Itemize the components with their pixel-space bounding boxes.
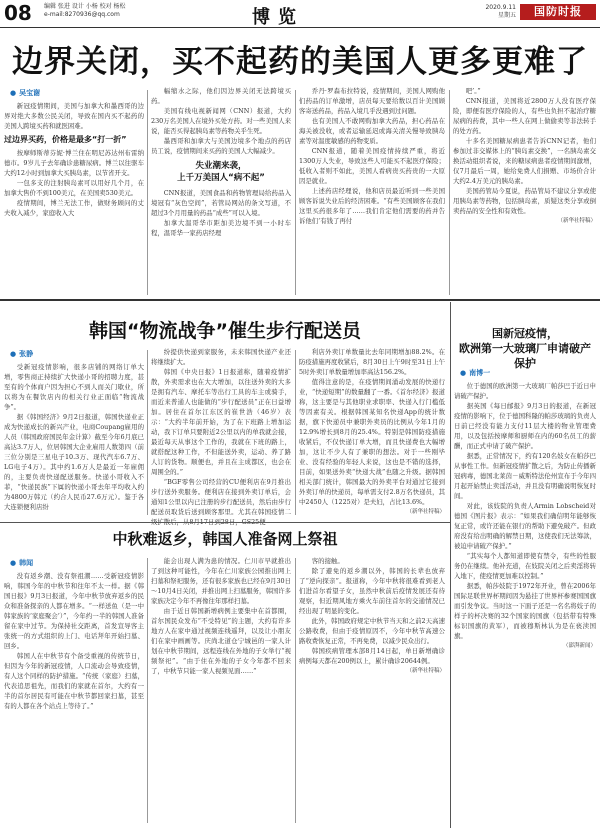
issue-weekday: 星期五 [497, 12, 516, 19]
story1-subheading-2: 失业潮来袭， 上千万美国人“病不起” [177, 161, 265, 183]
story4-byline: ● 韩闻 [10, 558, 144, 568]
story4-column-3 [299, 556, 445, 826]
editor-names: 编辑 张进 设计 小杨 校对 杨松 [44, 3, 126, 10]
story2-paragraph: “BGF零售公司经营的CU便利店在9月推出步行送外卖服务。便利店在接到外卖订单后，会通知1公里以内已注册的步行配送员，然后由步行配送员取货后送到顾客那里。尤其在韩国疫情二级扩散后，从8月17日到28日，GS25便 [151, 478, 291, 526]
story1-paragraph: 也有美国人不敢网购加拿大药品，担心药品在海关被没收，或者运输延迟或海关清关慢导致胰岛素等对温度敏感的药物变质。 [299, 117, 445, 145]
story-separator [0, 522, 450, 523]
story1-paragraph: 疫情期间，博兰无法工作，做财务顾问的丈夫收入减少，家庭收入大 [4, 199, 144, 217]
story1-paragraph: 乔丹·罗森布拉特说，疫情期间，美国人网购他们药品的订单激增，店员每天要给数以百计美国顾客寄送药品，药品入境几乎没遇到过问题。 [299, 87, 445, 115]
story1-headline: 边界关闭，买不起药的美国人更多更难了 [12, 44, 588, 80]
story3-source: （澎湃新闻） [562, 643, 596, 649]
column-divider [295, 558, 296, 823]
story1-paragraph: 十多名美国糖尿病患者告诉CNN记者，他们参加过非交媒体上的“胰岛素交换”，一名胰岛素交换活动组织者说，来的糖尿病患者疫情期间激增，仅7月最后一周，她给免费人们捐赠、市场价合计大约2.4万美元的胰岛素。 [453, 137, 596, 185]
story1-paragraph: 一包多支的注射胰岛素可以用好几个月，在加拿大售价不到100美元，在美国卖530美元。 [4, 179, 144, 197]
story-separator [0, 299, 600, 301]
story3-paragraph: 位于德国的欧洲第一大玻璃厂帕莎巴于近日申请破产保护。 [454, 382, 596, 400]
page-header [0, 0, 600, 26]
editor-credits [44, 3, 224, 19]
story4-paragraph: 韩国疾病管理本部8月14日起，单日新增确诊病例每天都在200例以上，累计确诊20644例。 [299, 647, 445, 665]
story2-paragraph: 纷提供快递到家服务，未来韩国快递产业还将继续扩大。 [151, 348, 291, 366]
story2-paragraph: 韩国《中央日报》1日报道称，随着疫情扩散，外卖需求也在大大增加，以往送外卖的大多是拥有汽车、摩托车等出行工具的车主或骑手，而近来普通人也能做的“步行配送员”正在日益增加。居住在首尔江东区的崔世浩（46岁）表示：“大约半年前开始，为了在下班路上增加运动，我下订单只要附近2公里以内的单我就会接，最近每天从事这个工作的，我就在下班的路上，就搭配这种工作，不但能送外卖，运动、养了路人订的货物。顺便也，并且在主成都区，也会在周围全的。” [151, 368, 291, 476]
story1-paragraph: 上述药店经理说，他和店员最近听到一些美国顾客诉说失业后的经济困难。“有些美国顾客在我们这里买药很多年了……我们肯定他们需要的药并告诉他们‘有钱了再付 [299, 187, 445, 225]
story4-column-2 [151, 556, 291, 826]
story3-headline [454, 326, 596, 371]
section-title: 博览 [252, 7, 304, 28]
story1-subheading: 过边界买药，价格是最多“打一折” [4, 135, 127, 144]
story1-paragraph: CNN报道，随着美国疫情持续严重，将近1300万人失业，导致这些人可能买不起医疗保险；低收入者则不如此，美国人看病贵买药贵的一大原因是就业。 [299, 147, 445, 185]
story1-paragraph: 新冠疫情期间，美国与加拿大和墨西哥的边界对绝大多数公民关闭，导致在国内买不起药的美国人跨境买药和就医困难。 [4, 102, 144, 130]
story3-headline-line2: 欧洲第一大玻璃厂申请破产保护 [459, 342, 591, 370]
column-divider [449, 90, 450, 295]
story1-paragraph: 按摩师斯蒂芬妮·博兰住在明尼苏达州布雷纳德市。9岁儿子去年确诊患糖尿病。博兰以往驱车大约12小时到加拿大买胰岛素，以节省开支。 [4, 149, 144, 177]
story1-column-2 [151, 86, 291, 296]
story1-paragraph: 墨西哥和加拿大与美国边境多个地点的药店员工说，疫情期间来买药的美国人大幅减少。 [151, 137, 291, 155]
story1-paragraph: 加拿大温哥华市距加美边境不到一小时车程，温哥华一家药店经理 [151, 219, 291, 237]
story1-byline: ● 吴宝谢 [10, 88, 144, 98]
story3-column [454, 366, 596, 826]
issue-date [462, 4, 516, 20]
editor-email: e-mail:8270936@qq.com [44, 11, 120, 18]
story3-paragraph: “其实每个人都知道即使有禁令，有些的性服务仍在继续。他补充道，在妓院关闭之后卖淫将转入地下，使疫情更加难以控制。” [454, 552, 596, 580]
story2-column-3 [299, 347, 445, 517]
story3-paragraph: 据悉，帕莎妓院于1972年开业，曾在2006年国际足联世界杯期间因为悬挂了世界杯参赛国国旗而引发争议。当时这一下面子还是一名名将妓子的样子的杯决赛的32个国家的国旗（包括带有特殊标识国旗的黄军），而被穆斯林认为是在亵渎国旗。 [454, 582, 596, 640]
story3-paragraph: 对此，该妓院的负责人Armin Lobscheid对德国《图片报》表示：“如果我们确信明年能够恢复正常，或许还能在银行的帮助下避免破产。但政府没有给出明确的解禁日期，这使我们无法筹款，被迫申请破产保护。” [454, 502, 596, 550]
story1-column-1 [4, 86, 144, 296]
story1-source: （新华社特稿） [557, 218, 596, 224]
header-rule [0, 27, 600, 28]
newspaper-logo: 国防时报 [520, 4, 596, 20]
column-divider [295, 350, 296, 515]
issue-date-value: 2020.9.11 [485, 4, 516, 11]
story4-paragraph: 没有返乡潮、没有祭祖潮……受新冠疫情影响，韩国今年的中秋节和往年不太一样。据《韩国日报》9月3日报道，今年中秋节放弃返乡的民众和准备探亲的人都在增多。“一样送鱼（是一中韩家族的‘家庭聚会’）”，今年约一半的韩国人准备留在家中过节。为保持社交距离，首发宣导客主张统一的方式组织的上门、电话拜年开始扫墓、回乡。 [4, 572, 144, 650]
story3-byline: ● 南博一 [460, 368, 596, 378]
story4-paragraph: 由于近日韩国新增病例主要集中在首都圈，首尔国民众发布“不受特见”的主题，大约有许多地方人在家中通过视频连线遥拜，以及让小朋友们在家中画画等。庆尚北道仓宁城邑的一家人计划在中秋节期间，远程连线在外地的子女举行“视频祭祀”。“由于住在外地的子女今年都不回来了，中秋节只能一家人视频见面……” [151, 607, 291, 675]
story1-paragraph: 幅缩水之际，他们因边界关闭无法跨境买药。 [151, 87, 291, 105]
column-divider [295, 90, 296, 295]
story4-column-1 [4, 556, 144, 826]
story1-paragraph: CNN报道，美国将近2800万人没有医疗保险，即便有医疗保险的人，有些也负担不起治疗糖尿病的药费，其中一些人在网上做偷卖等非法转手的处方药。 [453, 97, 596, 135]
story2-paragraph: 受新冠疫情影响，很多店铺的网络订单大增，零售商正持续扩大快递小哥的招聘力度，甚至有的个体商户因为担心不到人而关门歇业，所以将为在餐饮店内的相关行业正面临“物流战争”。 [4, 363, 144, 411]
story1-paragraph: CNN报道，美国食品和药物管理局给药品入境冠有“灰色空间”，若管局网站的条文写道，不超过3个月用量的药品“成些”可以入境。 [151, 189, 291, 217]
story4-paragraph: 除了避免的返乡潮以外，韩国的长辈也放弃了“逆向探亲”。报道称，今年中秋将很难看到老人们进首尔看望子女，虽然中秋前后疫情发展还有待观察，但近期风地方乘火车前往首尔的交通情况已经出现了明显的变化。 [299, 567, 445, 615]
story4-headline: 中秋难返乡，韩国人准备网上祭祖 [112, 530, 338, 548]
story3-paragraph: 据悉，正常情况下，约有120名妓女在帕莎巴从事性工作。但新冠疫情扩散之后，为防止传播新冠病毒，德国北莱茵－威斯特法伦州宣布于今年四月起开始禁止卖淫活动，并且没有明确说明恢复时间。 [454, 452, 596, 500]
column-divider [147, 90, 148, 295]
story4-paragraph: 此外，韩国政府规定中秋节当天和之前2天高速公路收费，但由于疫情原因不，今年中秋节高速公路收费恢复正常，不再免费，以减少民众出行。 [299, 617, 445, 645]
story1-column-4 [453, 86, 596, 296]
story3-divider [450, 302, 451, 828]
story2-column-2 [151, 347, 291, 526]
page-number: 08 [4, 1, 32, 25]
story4-source: （新华社特稿） [406, 668, 445, 674]
story1-paragraph: 吧’。” [465, 87, 481, 95]
story2-paragraph: 利店外卖订单数量比去年同期增加88.2%。在防疫措施再度收紧后，8月30日上午9时至31日上午5时外卖订单数量增加率高达156.2%。 [299, 348, 445, 376]
story4-paragraph: 能会出现人满为患的情况。仁川市早就推出了到这种可能性，今年在仁川家族公园推出网上扫墓和祭祀服务，还有很多家族也已经在9月30日～10月4日关闭，并推出网上扫墓服务，韩国许多家族决定今年不再像往年那样扫墓。 [151, 557, 292, 605]
story3-paragraph: 据英国《每日邮报》9月3日的报道，在新冠疫情的影响下，位于德国科隆的帕莎玻璃的负责人日前已经没有能力支付11层大楼的物业管理费用，以及包括按摩师和厨师在内的60名员工的薪酬，而正式申请了破产保护。 [454, 402, 596, 450]
story1-paragraph: 美国有线电视新闻网（CNN）报道，大约230万名美国人在境外买处方药。对一些美国人来说，能否买得起胰岛素等药物关乎生死。 [151, 107, 292, 135]
story1-column-3 [299, 86, 445, 296]
story2-byline: ● 张静 [10, 349, 144, 359]
column-divider [147, 350, 148, 515]
story4-paragraph: 韩国人在中秋节有个备受重视的传统节日，但因为今年的新冠疫情，人口流动会导致疫情，有人这个同样的防护措施。“传统（家庭）扫墓，代表追思祖先，而我们的家就在首尔，大约有一半的首尔居民有可能在中秋节都回家扫墓，甚至有的人都在各个站点上等待了。” [4, 652, 144, 710]
story2-paragraph: 据《韩国经济》9月2日报道，韩国快递业正成为快递成长的新兴产业，电商Coupang雇用的人员（韩国政府国民年金计算）截至今年6月底已高达3.7万人，位居韩国大企业雇用人数第四（前三位分别是三星电子10.3万、现代汽车6.7万、LG电子4万）。其中约1.6万人是最近一年雇佣的，主要负责快递配送服务。快递小哥收入不菲，“快递民族”下属的快递小哥去年平均收入约为4800万韩元（约合人民币27.6万元）。鉴于各大连锁便利店纷 [4, 413, 144, 511]
story2-paragraph: 值得注意的是，在疫情期间涌动发展的快递行业，“快递短期”的数量翻了一番。《首尔经济》报道称，这主要是与其他职业求职率、快递入行门槛低等因素有关。根据韩国某知名快递App的统计数据，旗下快递员中兼职外卖员的比例从今年1月的12.9%增长到8月的25.4%。特别是韩国防疫措施收紧后，不仅快递订单大增，而且快递费也大幅增加，这让不少人有了兼职的想法。对于一些刚毕业、没有经验的年轻人来说，这也是不错的选择，目前，如果送外卖“快递大战”也随之升级。据韩国相关部门统计，韩国最大的外卖平台对通过它接到外卖订单的快递员，每单需支付2.8万名快递员，其中2450人（1225对）是夫妇，占比13.6%。 [299, 378, 445, 506]
story4-paragraph: 客的接触。 [311, 557, 344, 565]
story2-column-1 [4, 347, 144, 517]
story2-source: （新华社特稿） [406, 509, 445, 515]
story2-headline: 韩国“物流战争”催生步行配送员 [89, 320, 361, 342]
column-divider [147, 558, 148, 823]
story1-paragraph: 美国药管局今夏说，药品管局不建议分享或使用胰岛素等药物，包括胰岛素，质疑这类分享或倒卖药品的安全性和有效性。 [453, 187, 596, 215]
story3-headline-line1: 国新冠疫情， [492, 327, 558, 340]
